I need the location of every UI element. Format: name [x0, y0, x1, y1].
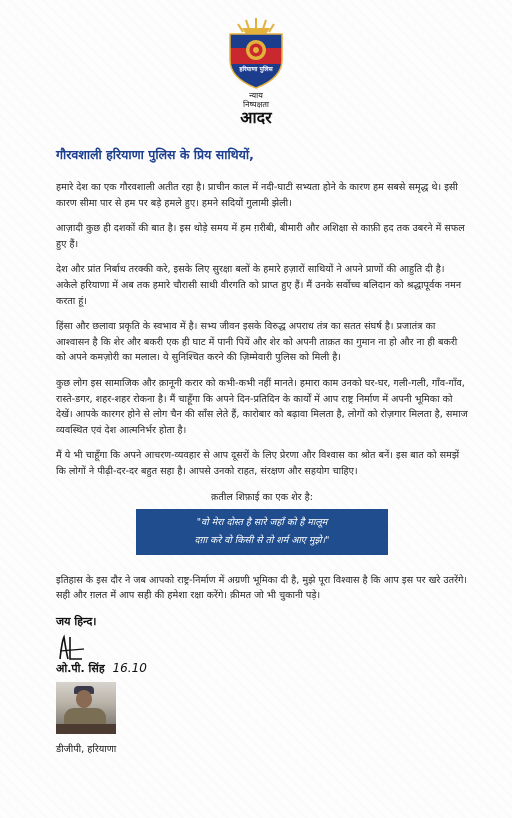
- photo-desk: [56, 724, 116, 734]
- photo-head: [76, 690, 92, 708]
- letterhead: [0, 14, 512, 126]
- paragraph-1: हमारे देश का एक गौरवशाली अतीत रहा है। प्राचीन काल में नदी-घाटी सभ्यता होने के कारण हम सबसे समृद्ध थे। इसी कारण सीमा पार से हम पर बड़े हमले हुए। हमने सदियों गुलामी झेली।: [56, 182, 458, 209]
- signatory-name: [56, 661, 468, 676]
- designation: डीजीपी, हरियाणा: [56, 743, 117, 755]
- motto-line-1: न्याय: [249, 91, 263, 100]
- salutation: गौरवशाली हरियाणा पुलिस के प्रिय साथियों,: [56, 147, 254, 162]
- signature-date: 16.10: [112, 660, 147, 675]
- motto-line-2: निष्पक्षता: [243, 100, 269, 109]
- signatory-photo: [56, 682, 116, 734]
- quote-box: [136, 509, 388, 555]
- motto-line-3: आदर: [240, 108, 272, 127]
- quote-line-1: "वो मेरा दोस्त है सारे जहाँ को है मालूम: [196, 516, 328, 528]
- motto: [0, 92, 512, 126]
- haryana-police-emblem: [216, 14, 296, 90]
- quote-intro: क़तील शिफ़ाई का एक शेर है:: [211, 491, 313, 503]
- paragraph-6: मैं ये भी चाहूँगा कि अपने आचरण-व्यवहार से आप दूसरों के लिए प्रेरणा और विश्वास का श्रोत बनें। इस बात को समझें कि लोगों ने पीढ़ी-दर-दर बहुत सहा है। आपसे उनको राहत, संरक्षण और सहयोग चाहिए।: [56, 450, 460, 477]
- signatory-name-text: ओ.पी. सिंह: [56, 661, 105, 675]
- quote-line-2: दग़ा करे वो किसी से तो शर्म आए मुझे।": [194, 534, 330, 546]
- paragraph-2: आज़ादी कुछ ही दशकों की बात है। इस थोड़े समय में हम ग़रीबी, बीमारी और अशिक्षा से काफ़ी हद तक उबरने में सफल हुए हैं।: [56, 223, 465, 250]
- handwritten-signature: [56, 631, 176, 665]
- paragraph-5: कुछ लोग इस सामाजिक और क़ानूनी करार को कभी-कभी नहीं मानते। हमारा काम उनको घर-घर, गली-गली, गाँव-गाँव, रास्ते-डगर, शहर-शहर रोकना है। मैं चाहूँगा कि अपने दिन-प्रतिदिन के कार्यों में आप राष्ट्र निर्माण में अपनी भूमिका को देखें। आपके कारगर होने से लोग चैन की साँस लेते हैं, कारोबार को बढ़ावा मिलता है, लोगों को रोज़गार मिलता है, समाज व्यवस्थित एवं देश आत्मनिर्भर होता है।: [56, 377, 468, 436]
- emblem-text: हरियाणा पुलिस: [239, 66, 273, 73]
- signoff: जय हिन्द।: [56, 614, 97, 628]
- letter-body: [56, 146, 468, 755]
- closing-paragraph: इतिहास के इस दौर ने जब आपको राष्ट्र-निर्माण में अग्रणी भूमिका दी है, मुझे पूरा विश्वास है कि आप इस पर खरे उतरेंगे। सही और ग़लत में आप सही की हमेशा रक्षा करेंगे। क़ीमत जो भी चुकानी पड़े।: [56, 574, 468, 602]
- paragraph-3: देश और प्रांत निर्बाध तरक्की करे, इसके लिए सुरक्षा बलों के हमारे हज़ारों साथियों ने अपने प्राणों की आहुति दी है। अकेले हरियाणा में अब तक हमारे चौरासी साथी वीरगति को प्राप्त हुए हैं। मैं उनके सर्वोच्च बलिदान को श्रद्धापूर्वक नमन करता हूं।: [56, 264, 462, 307]
- paragraph-4: हिंसा और छलावा प्रकृति के स्वभाव में है। सभ्य जीवन इसके विरुद्ध अपराध तंत्र का सतत संघर्ष है। प्रजातंत्र का आश्वासन है कि शेर और बकरी एक ही घाट में पानी पियें और शेर को अपनी ताक़त का गुमान ना हो और ना ही बकरी को अपने कमज़ोरी का मलाल। ये सुनिश्चित करने की ज़िम्मेवारी पुलिस को मिली है।: [56, 321, 458, 364]
